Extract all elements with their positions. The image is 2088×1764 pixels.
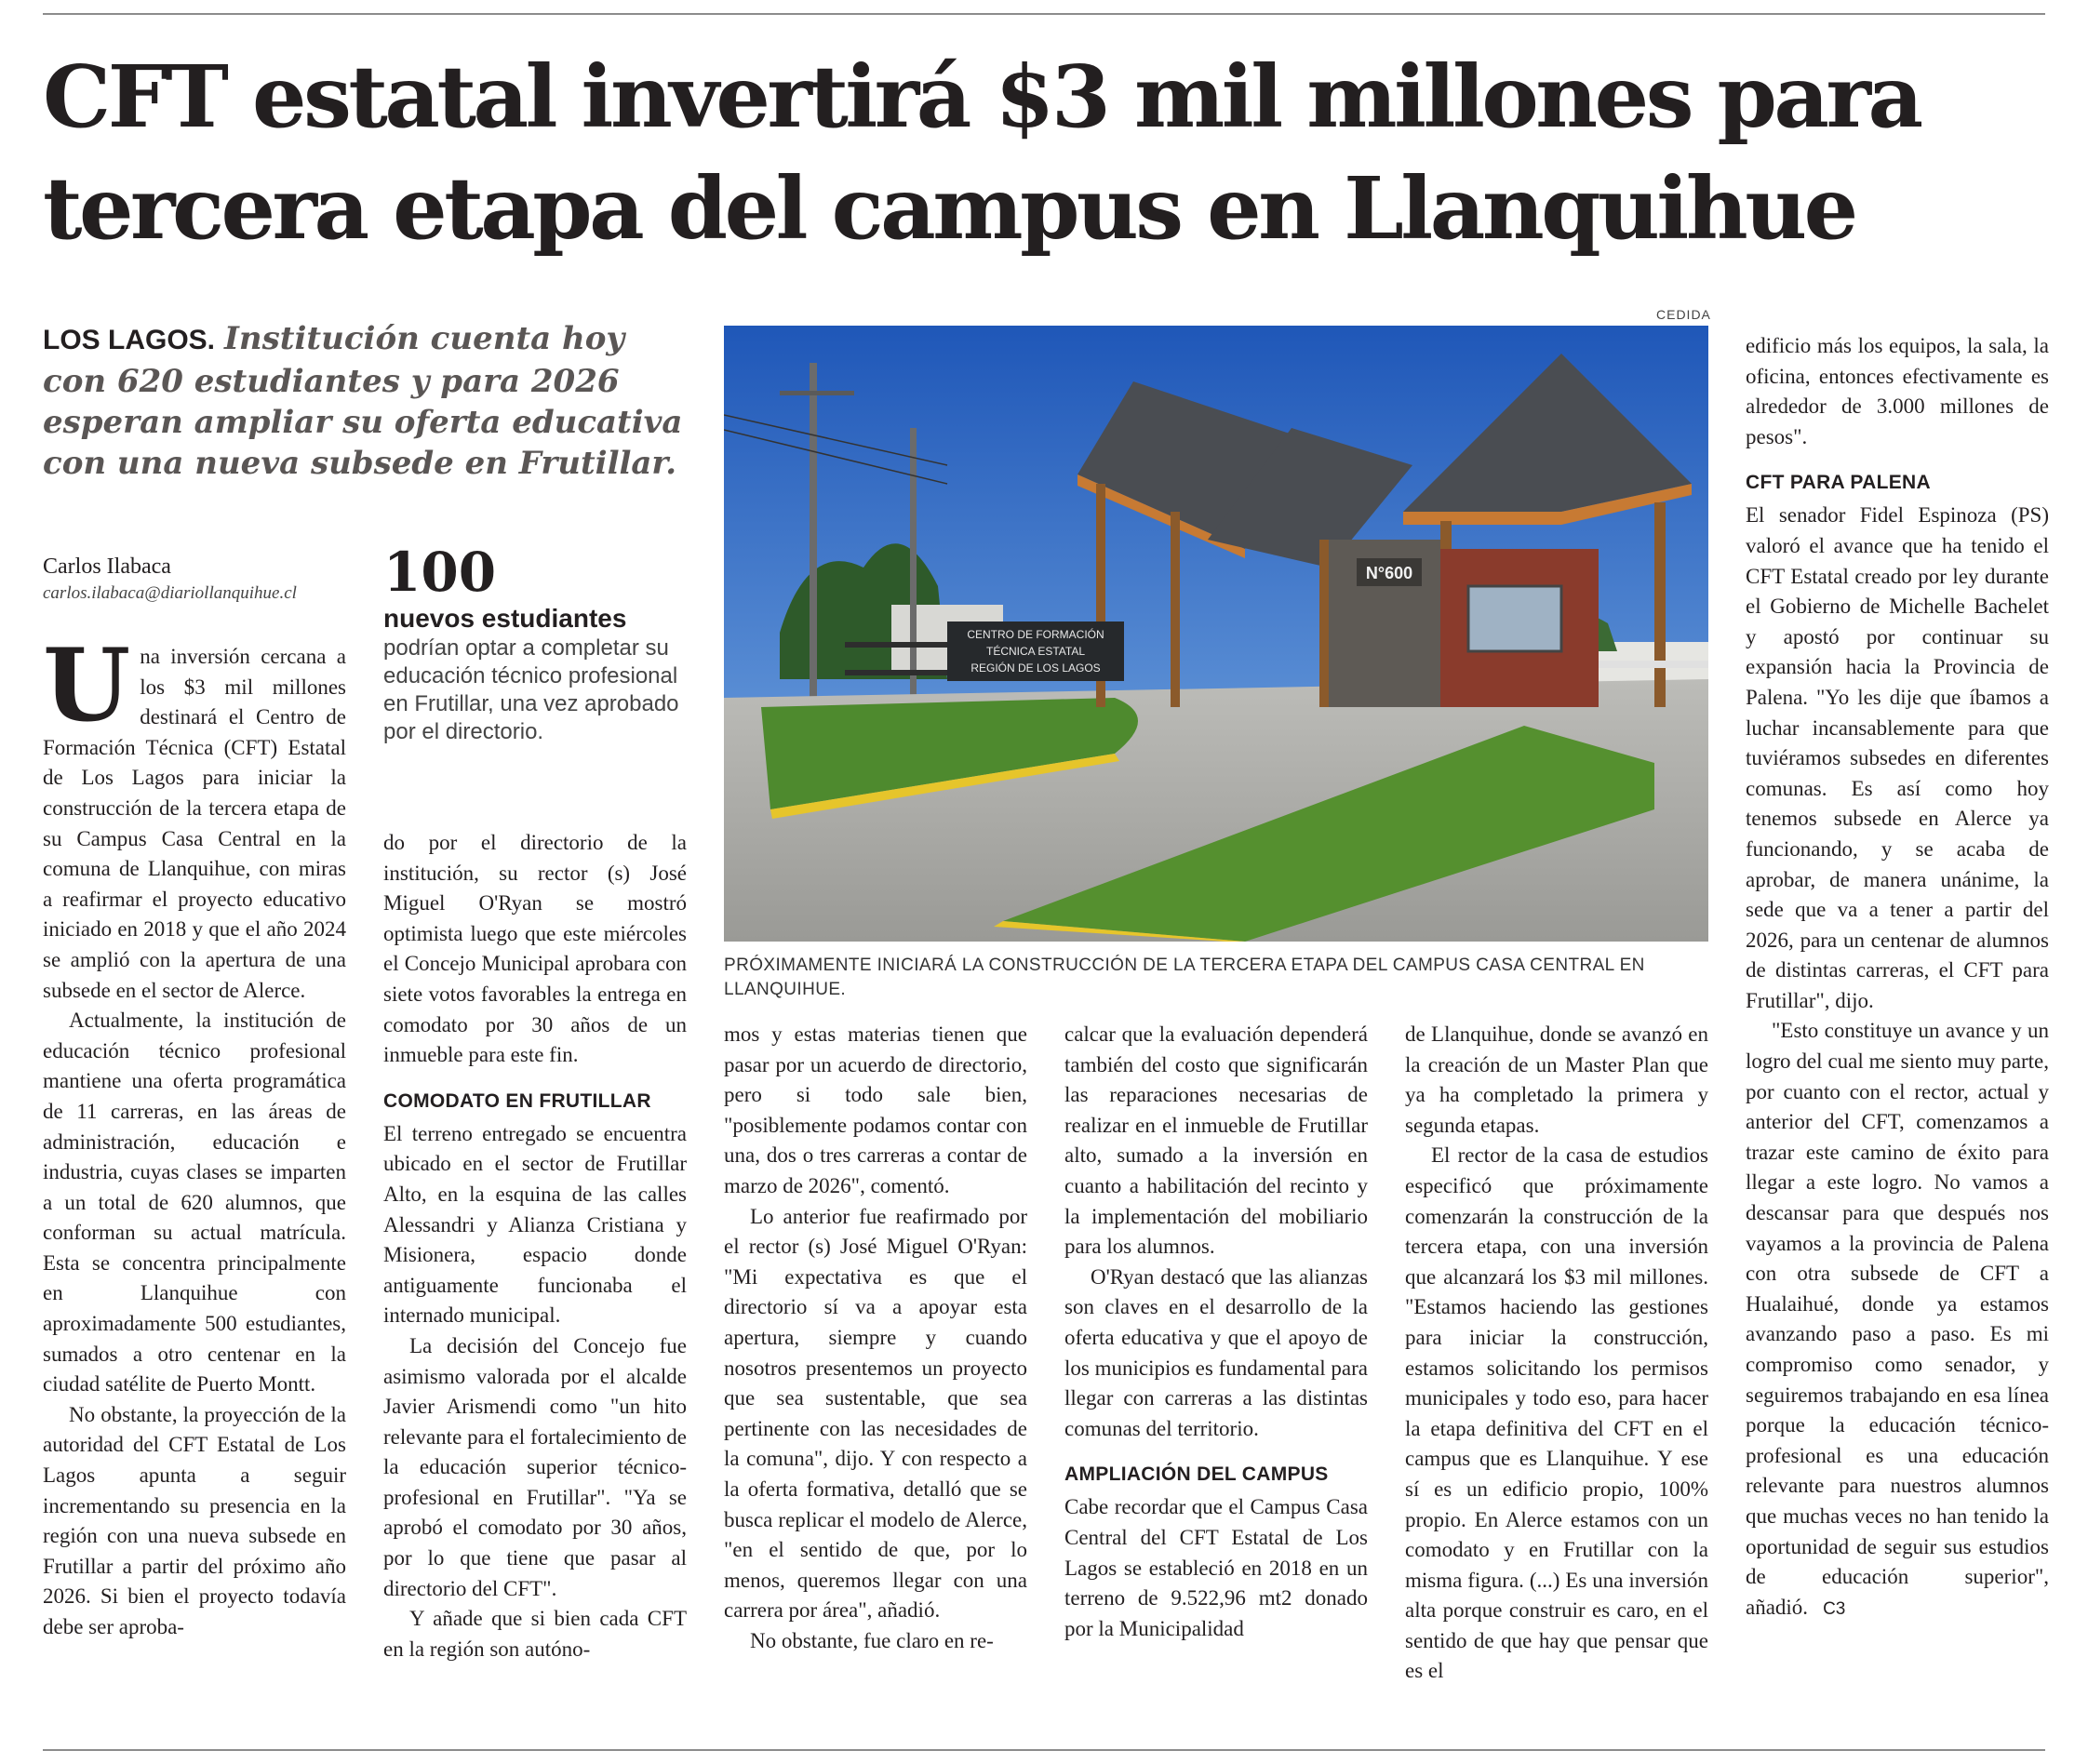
body-column-6: [1746, 331, 2049, 1624]
body-column-3: [724, 1020, 1027, 1656]
paragraph: No obstante, la proyección de la autoridad del CFT Estatal de Los Lagos apunta a seguir incrementando su presencia en la región con una nueva subsede en Frutillar a partir del próximo año 2026. Si bien el proyecto todavía debe ser aproba-: [43, 1402, 346, 1638]
paragraph: Una inversión cercana a los $3 mil millones destinará el Centro de Formación Técnica (CFT) Estatal de Los Lagos para iniciar la construcción de la tercera etapa de su Campus Casa Central en la comuna de Llanquihue, con miras a reafirmar el proyecto educativo iniciado en 2018 y que el año 2024 se amplió con la apertura de una subsede en el sector de Alerce.: [43, 627, 346, 1002]
headline: CFT estatal invertirá $3 mil millones para tercera etapa del campus en Llanquihue: [43, 47, 1921, 259]
bottom-rule: [43, 1749, 2045, 1751]
fact-heading: nuevos estudiantes: [383, 604, 627, 633]
sign-line-1: CENTRO DE FORMACIÓN: [967, 628, 1104, 641]
paragraph: El senador Fidel Espinoza (PS) valoró el avance que ha tenido el CFT Estatal creado por ley durante el Gobierno de Michelle Bachelet y apostó por continuar su expansión hacia la Provincia de Palena. "Yo les dije que íbamos a luchar incansablemente para que tuviéramos subsedes en diferentes comunas. Es así como hoy tenemos subsede en Alerce ya funcionando, y se acaba de aprobar, de manera unánime, la sede que va a tener a partir del 2026, para un centenar de alumnos de distintas carreras, el CFT para Frutillar", dijo.: [1746, 503, 2049, 1012]
lead-paragraph: [43, 318, 685, 484]
sign-line-2: TÉCNICA ESTATAL: [985, 645, 1086, 658]
body-column-4: [1064, 1020, 1368, 1644]
paragraph: El terreno entregado se encuentra ubicado en el sector de Frutillar Alto, en la esquina de las calles Alessandri y Alianza Cristiana y Misionera, espacio donde antiguamente funcionaba el internado municipal.: [383, 1121, 687, 1328]
author-email: carlos.ilabaca@diariollanquihue.cl: [43, 583, 297, 603]
paragraph: Actualmente, la institución de educación técnico profesional mantiene una oferta programática de 11 carreras, en las áreas de administración, educación e industria, cuyas clases se imparten a un total de 620 alumnos, que conforman su actual matrícula. Esta se concentra principalmente en Llanquihue con aproximadamente 500 estudiantes, sumados a otro centenar en la ciudad satélite de Puerto Montt.: [43, 1009, 346, 1396]
paragraph: "Esto constituye un avance y un logro del cual me siento muy parte, por cuanto con el rector, actual y anterior del CFT, comenzamos a trazar este camino de éxito para llegar a este logro. No vamos a descansar para que después nos vayamos a la provincia de Palena con otra subsede de CFT a Hualaihué, donde ya estamos avanzando paso a paso. Es mi compromiso como senador, y seguiremos trabajando en esa línea porque la educación técnico-profesional es una educación relevante para nuestros alumnos que muchas veces no han tenido la oportunidad de seguir sus estudios de educación superior", añadió. C3: [1746, 1019, 2049, 1619]
top-rule: [43, 13, 2045, 15]
paragraph: do por el directorio de la institución, su rector (s) José Miguel O'Ryan se mostró optimista luego que este miércoles el Concejo Municipal aprobara con siete votos favorables la entrega en comodato por 30 años de un inmueble para este fin.: [383, 831, 687, 1067]
sign-line-3: REGIÓN DE LOS LAGOS: [970, 662, 1101, 675]
fact-box: [383, 541, 687, 746]
paragraph: La decisión del Concejo fue asimismo valorada por el alcalde Javier Arismendi como "un hito relevante para el fortalecimiento de la educación superior técnico-profesional en Frutillar". "Ya se aprobó el comodato por 30 años, por lo que tiene que pasar al directorio del CFT".: [383, 1333, 687, 1600]
paragraph: edificio más los equipos, la sala, la oficina, entonces efectivamente es alrededor de 3.000 millones de pesos".: [1746, 334, 2049, 448]
lead-kicker: LOS LAGOS.: [43, 325, 216, 355]
drop-cap: U: [43, 627, 131, 744]
paragraph: O'Ryan destacó que las alianzas son claves en el desarrollo de la oferta educativa y que el apoyo de los municipios es fundamental para llegar con carreras a las distintas comunas del territorio.: [1064, 1264, 1368, 1440]
paragraph: de Llanquihue, donde se avanzó en la creación de un Master Plan que ya ha completado la primera y segunda etapas.: [1405, 1022, 1708, 1137]
lead-text: Institución cuenta hoy con 620 estudiantes y para 2026 esperan ampliar su oferta educativa con una nueva subsede en Frutillar.: [43, 320, 683, 482]
paragraph: Cabe recordar que el Campus Casa Central del CFT Estatal de Los Lagos se estableció en 2018 en un terreno de 9.522,96 mt2 donado por la Municipalidad: [1064, 1495, 1368, 1640]
campus-gate-illustration: [724, 326, 1708, 942]
byline: [43, 553, 359, 607]
paragraph: No obstante, fue claro en re-: [750, 1628, 994, 1652]
subheading: AMPLIACIÓN DEL CAMPUS: [1064, 1463, 1329, 1486]
paragraph: calcar que la evaluación dependerá también del costo que significarán las reparaciones necesarias de realizar en el inmueble de Frutillar alto, sumado a la inversión en cuanto a habilitación del recinto y la implementación del mobiliario para los alumnos.: [1064, 1022, 1368, 1259]
body-column-2: [383, 828, 687, 1664]
paragraph: Lo anterior fue reafirmado por el rector (s) José Miguel O'Ryan: "Mi expectativa es que el directorio sí va a apoyar esta apertura, siempre y cuando nosotros presentemos un proyecto que sea sustentable, que sea pertinente con las necesidades de la comuna", dijo. Y con respecto a la oferta formativa, detalló que se busca replicar el modelo de Alerce, "en el sentido de que, por lo menos, queremos llegar con una carrera por área", añadió.: [724, 1204, 1027, 1623]
campus-photo: [724, 326, 1708, 942]
body-column-1: [43, 627, 346, 1643]
paragraph: El rector de la casa de estudios especificó que próximamente comenzarán la construcción de la tercera etapa, con una inversión que alcanzará los $3 mil millones. "Estamos haciendo las gestiones para iniciar la construcción, estamos solicitando los permisos municipales y todo eso, para hacer la etapa definitiva del CFT en el campus que es Llanquihue. Y ese sí es un edificio propio, 100% propio. En Alerce estamos con un comodato y en Frutillar con la misma figura. (...) Es una inversión alta porque construir es caro, en el sentido de que hay que pensar que es el: [1405, 1143, 1708, 1683]
body-column-5: [1405, 1020, 1708, 1687]
fact-number: 100: [383, 541, 497, 604]
photo-credit: CEDIDA: [1656, 307, 1711, 322]
paragraph: mos y estas materias tienen que pasar por un acuerdo de directorio, pero si todo sale bien, "posiblemente podamos contar con una, dos o tres carreras a contar de marzo de 2026", comentó.: [724, 1022, 1027, 1197]
paragraph: Y añade que si bien cada CFT en la región son autóno-: [383, 1607, 687, 1661]
gate-number-plate: N°600: [1365, 564, 1413, 582]
photo-caption: PRÓXIMAMENTE INICIARÁ LA CONSTRUCCIÓN DE LA TERCERA ETAPA DEL CAMPUS CASA CENTRAL EN LLANQUIHUE.: [724, 956, 1645, 999]
fact-text: podrían optar a completar su educación técnico profesional en Frutillar, una vez aprobado por el directorio.: [383, 635, 679, 744]
subheading: COMODATO EN FRUTILLAR: [383, 1089, 651, 1112]
author-name: Carlos Ilabaca: [43, 555, 171, 579]
subheading: CFT PARA PALENA: [1746, 472, 1931, 494]
end-mark: C3: [1823, 1598, 1846, 1619]
